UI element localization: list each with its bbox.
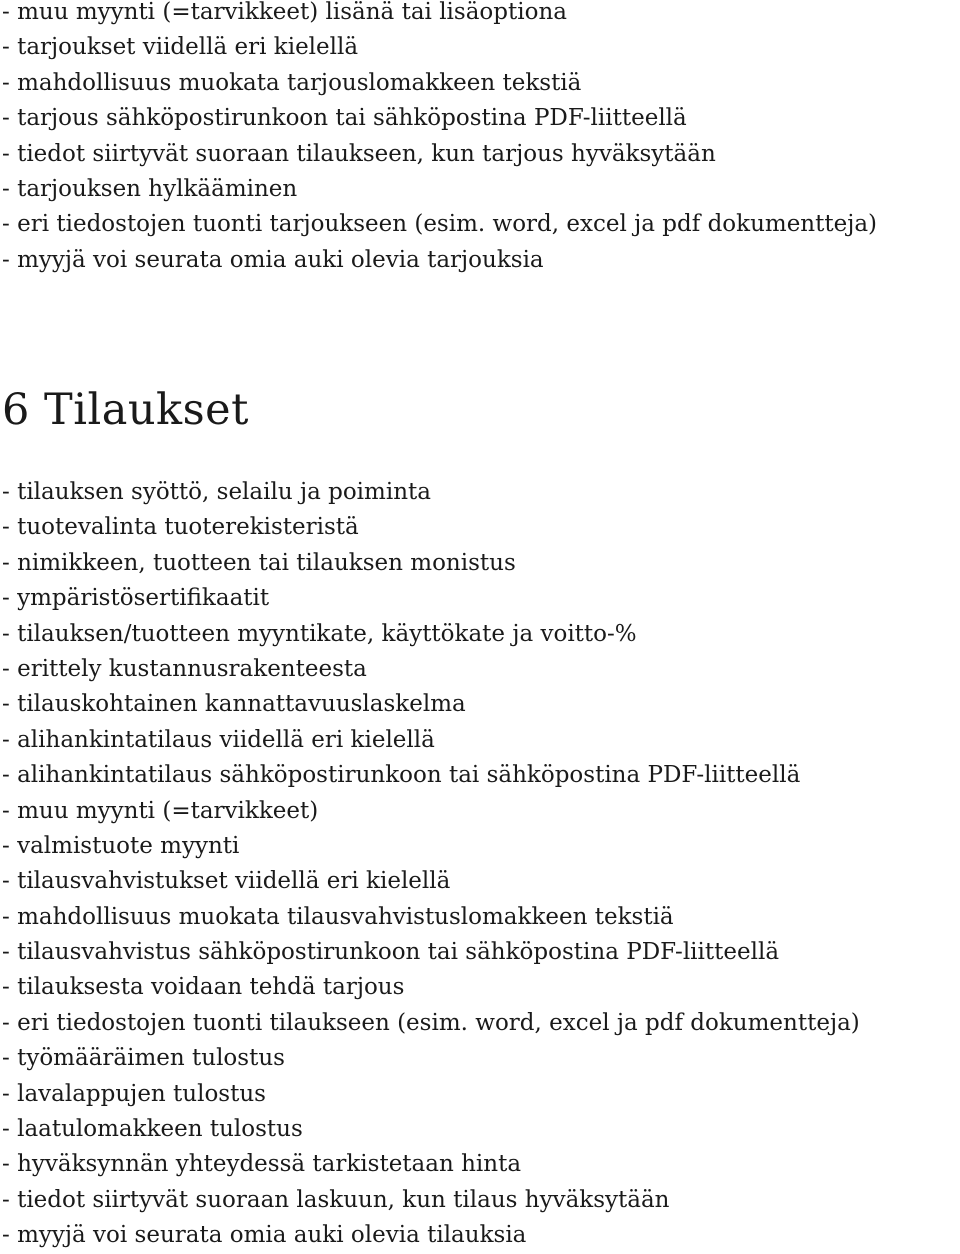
order-features-list — [2, 475, 860, 1254]
list-item: - tilausvahvistukset viidellä eri kielellä — [2, 868, 451, 895]
list-item: - tilauksen/tuotteen myyntikate, käyttökate ja voitto-% — [2, 620, 637, 647]
offer-features-list — [2, 0, 877, 278]
list-item: - tiedot siirtyvät suoraan tilaukseen, kun tarjous hyväksytään — [2, 140, 716, 167]
list-item: - tilauskohtainen kannattavuuslaskelma — [2, 691, 466, 718]
list-item: - erittely kustannusrakenteesta — [2, 655, 367, 682]
list-item: - tarjous sähköpostirunkoon tai sähköpostina PDF-liitteellä — [2, 105, 687, 132]
list-item: - tarjouksen hylkääminen — [2, 175, 298, 202]
list-item: - alihankintatilaus sähköpostirunkoon tai sähköpostina PDF-liitteellä — [2, 762, 801, 789]
list-item: - alihankintatilaus viidellä eri kielellä — [2, 726, 435, 753]
list-item: - eri tiedostojen tuonti tarjoukseen (esim. word, excel ja pdf dokumentteja) — [2, 211, 878, 238]
list-item: - hyväksynnän yhteydessä tarkistetaan hinta — [2, 1151, 522, 1178]
list-item: - tilausvahvistus sähköpostirunkoon tai sähköpostina PDF-liitteellä — [2, 939, 780, 966]
list-item: - eri tiedostojen tuonti tilaukseen (esim. word, excel ja pdf dokumentteja) — [2, 1009, 860, 1036]
list-item: - tiedot siirtyvät suoraan laskuun, kun tilaus hyväksytään — [2, 1186, 670, 1213]
list-item: - työmääräimen tulostus — [2, 1045, 285, 1072]
list-item: - tarjoukset viidellä eri kielellä — [2, 34, 359, 61]
list-item: - valmistuote myynti — [2, 832, 240, 859]
list-item: - lavalappujen tulostus — [2, 1080, 266, 1107]
list-item: - mahdollisuus muokata tilausvahvistuslomakkeen tekstiä — [2, 903, 674, 930]
list-item: - tilauksesta voidaan tehdä tarjous — [2, 974, 405, 1001]
list-item: - muu myynti (=tarvikkeet) lisänä tai lisäoptiona — [2, 0, 567, 25]
section-heading: 6 Tilaukset — [2, 385, 249, 435]
list-item: - nimikkeen, tuotteen tai tilauksen monistus — [2, 549, 516, 576]
list-item: - muu myynti (=tarvikkeet) — [2, 797, 319, 824]
list-item: - tuotevalinta tuoterekisteristä — [2, 514, 359, 541]
list-item: - myyjä voi seurata omia auki olevia tilauksia — [2, 1222, 527, 1249]
list-item: - myyjä voi seurata omia auki olevia tarjouksia — [2, 246, 544, 273]
list-item: - laatulomakkeen tulostus — [2, 1116, 303, 1143]
list-item: - tilauksen syöttö, selailu ja poiminta — [2, 479, 431, 505]
list-item: - ympäristösertifikaatit — [2, 585, 270, 612]
list-item: - mahdollisuus muokata tarjouslomakkeen tekstiä — [2, 69, 582, 96]
